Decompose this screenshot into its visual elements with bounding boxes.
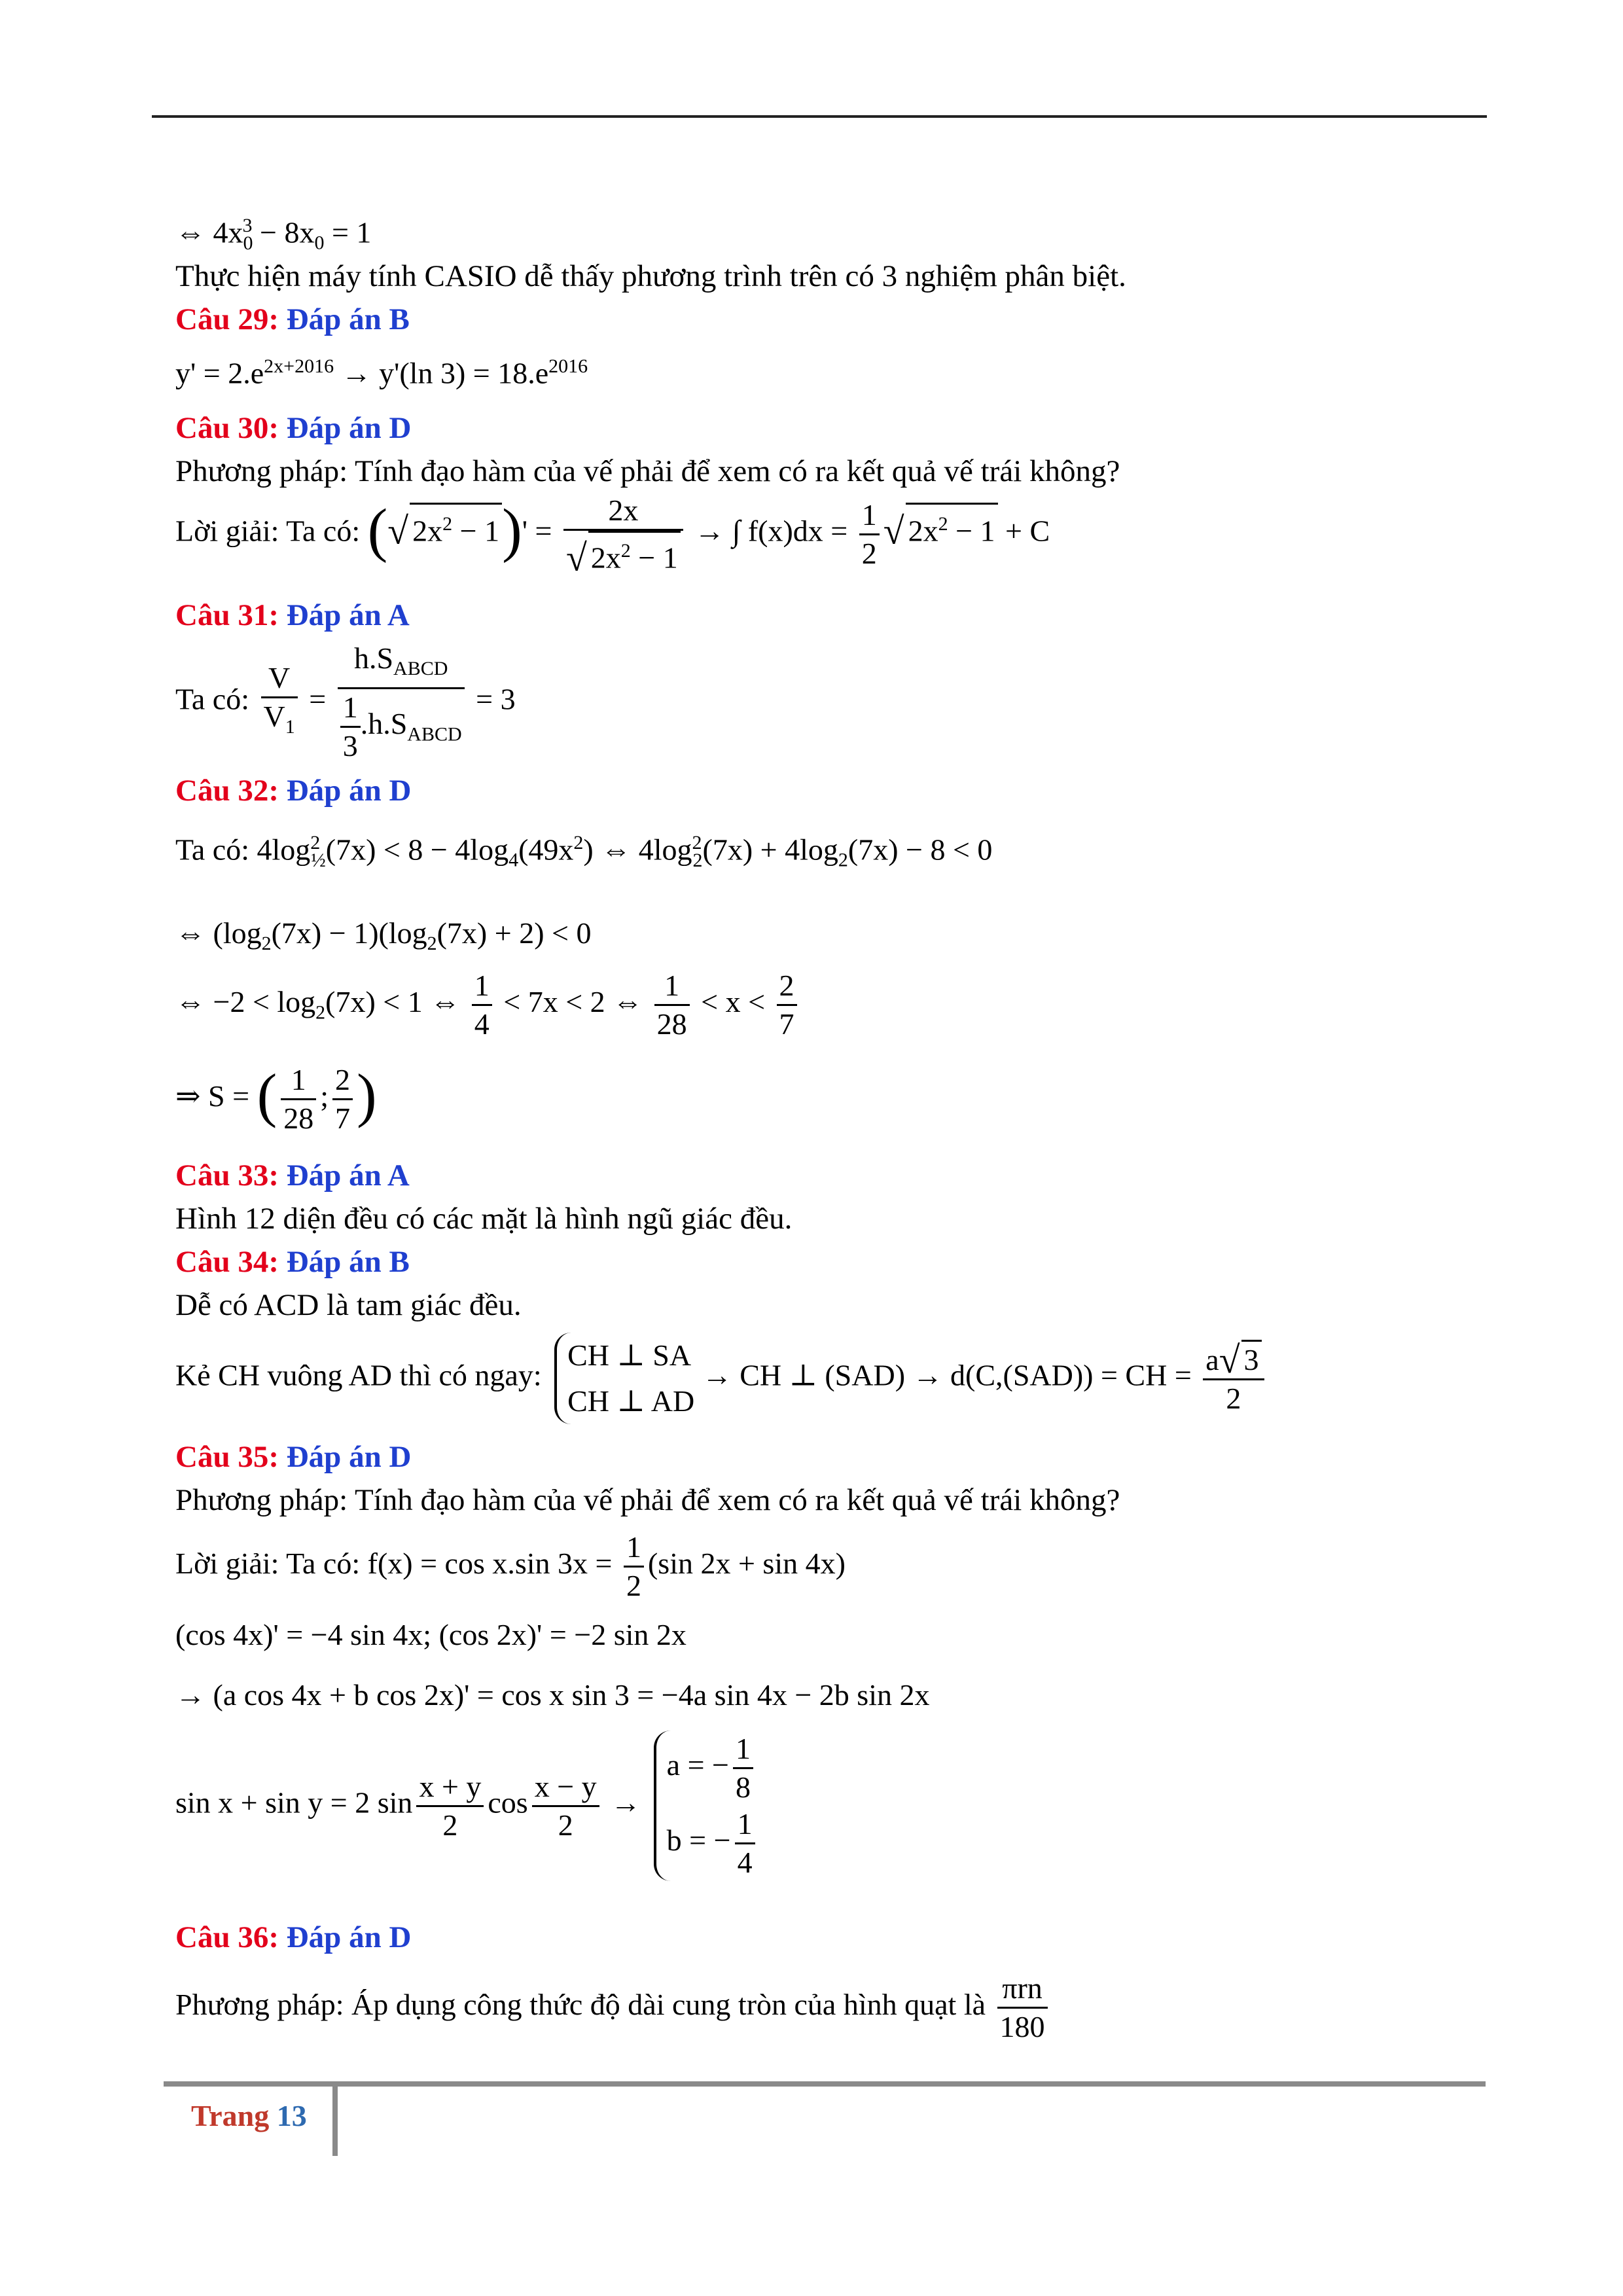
- text-line: Thực hiện máy tính CASIO dễ thấy phương trình trên có 3 nghiệm phân biệt.: [175, 259, 1126, 293]
- equation-line: → (a cos 4x + b cos 2x)' = cos x sin 3 = −4a sin 4x − 2b sin 2x: [175, 1678, 930, 1712]
- answer-label: Đáp án D: [286, 774, 412, 808]
- question-header-35: [175, 1437, 411, 1477]
- equation-line: ⇔ $-2 < \log_2(7x) < 1$ ⇔ $\frac{1}{4}$ < 7x < 2 ⇔ $\frac{1}{28}$ < x < $\frac{2}{7}$: [175, 967, 801, 1043]
- equation-line: ⇔ $4x_0^3 - 8x_0 = 1$: [175, 215, 372, 254]
- question-label: Câu 35:: [175, 1440, 279, 1474]
- equation-line: ⇔ $(\log_2(7x) - 1)(\log_2(7x) + 2) < 0$: [175, 916, 592, 955]
- equation-line: Ta có: $4\log^2_{\frac{1}{2}}(7x) < 8 - 4\log_4(49x^2)$ ⇔ $4\log^2_2(7x) + 4\log_2(7x) - 8 < 0$: [175, 832, 993, 871]
- question-label: Câu 31:: [175, 598, 279, 632]
- answer-label: Đáp án D: [286, 1920, 412, 1954]
- equation-line: ⇒ S = ( $\frac{1}{28}$ ; $\frac{2}{7}$ ): [175, 1062, 377, 1137]
- answer-label: Đáp án D: [286, 1440, 412, 1474]
- page-number: 13: [276, 2099, 307, 2132]
- question-header-34: [175, 1242, 410, 1282]
- page-footer: [191, 2098, 307, 2133]
- question-header-31: [175, 596, 410, 635]
- answer-label: Đáp án A: [286, 598, 410, 632]
- question-label: Câu 29:: [175, 302, 279, 336]
- question-label: Câu 34:: [175, 1245, 279, 1279]
- answer-label: Đáp án B: [286, 1245, 410, 1279]
- text-line: Phương pháp: Tính đạo hàm của vế phải để xem có ra kết quả vế trái không?: [175, 1483, 1120, 1517]
- equation-line: $y' = 2.e^{2x+2016} \to y'(\ln$ $3) = 18.e^{2016}$: [175, 355, 588, 390]
- question-header-32: [175, 771, 411, 810]
- footer-rule: [164, 2081, 1486, 2087]
- equation-line: (cos 4x)' = −4 sin 4x; (cos 2x)' = −2 sin 2x: [175, 1618, 687, 1651]
- question-header-36: [175, 1918, 411, 1957]
- answer-label: Đáp án B: [286, 302, 410, 336]
- question-header-29: [175, 300, 410, 339]
- answer-label: Đáp án A: [286, 1158, 410, 1193]
- equation-line: Lời giải: Ta có: f(x) = cos x.sin 3x = $\frac{1}{2}$ (sin 2x + sin 4x): [175, 1529, 846, 1604]
- answer-label: Đáp án D: [286, 411, 412, 445]
- question-header-33: [175, 1156, 410, 1195]
- text-line: Phương pháp: Tính đạo hàm của vế phải để xem có ra kết quả vế trái không?: [175, 454, 1120, 488]
- equation-line: Lời giải: Ta có: (√ $2x^2 - 1)'$ = $\frac{2x}{√ 2x^2 - 1}$ → ∫ f(x)dx = $\frac{1}{2}$ √ $2x^2 - 1 + C$: [175, 493, 1050, 579]
- equation-line: Ta có: $\frac{V}{V_1}$ = $h.S_{ABCD}$ $\frac{1}{3}$ $.h.S_{ABCD}$ = 3: [175, 640, 516, 764]
- equation-line: Phương pháp: Áp dụng công thức độ dài cung tròn của hình quạt là $\frac{\text{πrn}}{180}$: [175, 1970, 1052, 2045]
- equation-line: sin x + sin y = 2 sin $\frac{x + y}{2}$ cos $\frac{x - y}{2}$ → a = − $\frac{1}{8}$ b = − $\frac{1}{4}$: [175, 1731, 759, 1881]
- footer-label: Trang: [191, 2099, 270, 2132]
- question-label: Câu 36:: [175, 1920, 279, 1954]
- question-label: Câu 33:: [175, 1158, 279, 1193]
- question-label: Câu 30:: [175, 411, 279, 445]
- equation-line: Kẻ CH vuông AD thì có ngay: CH ⊥ SA CH ⊥ AD → CH ⊥ (SAD) → d(C,(SAD)) = CH = $\frac{a√ 3}{2}$: [175, 1333, 1268, 1424]
- text-line: Dễ có ACD là tam giác đều.: [175, 1288, 522, 1322]
- header-rule: [152, 115, 1487, 118]
- question-label: Câu 32:: [175, 774, 279, 808]
- footer-divider: [332, 2087, 338, 2156]
- text-line: Hình 12 diện đều có các mặt là hình ngũ giác đều.: [175, 1202, 793, 1236]
- question-header-30: [175, 408, 411, 448]
